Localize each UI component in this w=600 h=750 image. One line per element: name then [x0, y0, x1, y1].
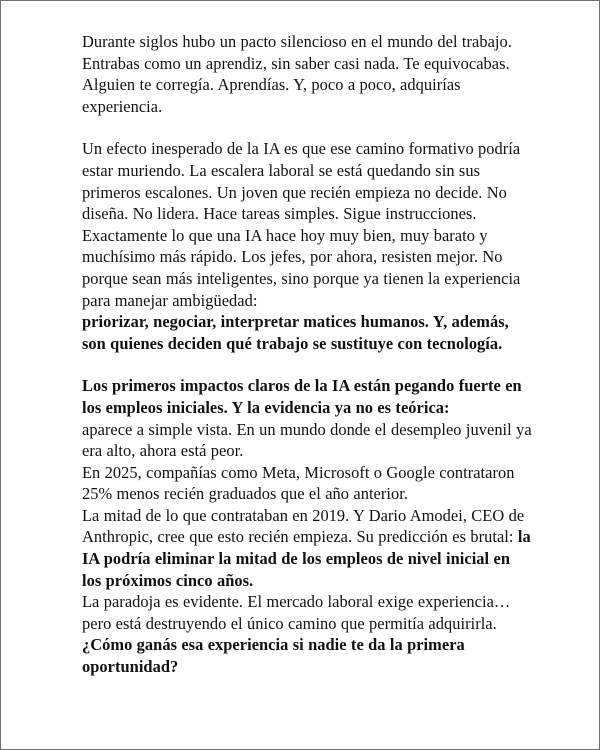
paragraph-3-line-amodei — [82, 505, 532, 591]
document-text-column — [82, 31, 532, 678]
paragraph-3-bold-lead: Los primeros impactos claros de la IA están pegando fuerte en los empleos iniciales. Y la evidencia ya no es teórica: — [82, 376, 522, 417]
paragraph-3-line-paradox: La paradoja es evidente. El mercado laboral exige experiencia… pero está destruyendo el único camino que permitía adquirirla. — [82, 592, 511, 633]
paragraph-3-amodei-prediction-bold: la IA podría eliminar la mitad de los empleos de nivel inicial en los próximos cinco años. — [82, 527, 531, 590]
paragraph-3-line-evidence: aparece a simple vista. En un mundo donde el desempleo juvenil ya era alto, ahora está peor. — [82, 419, 532, 461]
paragraph-3 — [82, 375, 532, 677]
paragraph-3-line-hiring-stat: En 2025, compañías como Meta, Microsoft o Google contrataron 25% menos recién graduados que el año anterior. — [82, 462, 515, 504]
paragraph-2-bold-emphasis: priorizar, negociar, interpretar matices humanos. Y, además, son quienes deciden qué trabajo se sustituye con tecnología. — [82, 312, 509, 353]
paragraph-3-amodei-regular: La mitad de lo que contrataban en 2019. Y Dario Amodei, CEO de Anthropic, cree que esto recién empieza. Su predicción es brutal: — [82, 505, 525, 547]
paragraph-2 — [82, 138, 532, 354]
paragraph-1 — [82, 31, 532, 117]
paragraph-2-run-1: Un efecto inesperado de la IA es que ese camino formativo podría estar muriendo. La escalera laboral se está quedando sin sus primeros escalones. Un joven que recién empieza no decide. No diseña. No lidera. Hace tareas simples. Sigue instrucciones. Exactamente lo que una IA hace hoy muy bien, muy barato y muchísimo más rápido. Los jefes, por ahora, resisten mejor. No porque sean más inteligentes, sino porque ya tienen la experiencia para manejar ambigüedad: — [82, 139, 521, 310]
paragraph-1-run-1: Durante siglos hubo un pacto silencioso en el mundo del trabajo. Entrabas como un aprendiz, sin saber casi nada. Te equivocabas. Alguien te corregía. Aprendías. Y, poco a poco, adquirías experiencia. — [82, 32, 512, 116]
paragraph-3-closing-question: ¿Cómo ganás esa experiencia si nadie te da la primera oportunidad? — [82, 635, 465, 677]
